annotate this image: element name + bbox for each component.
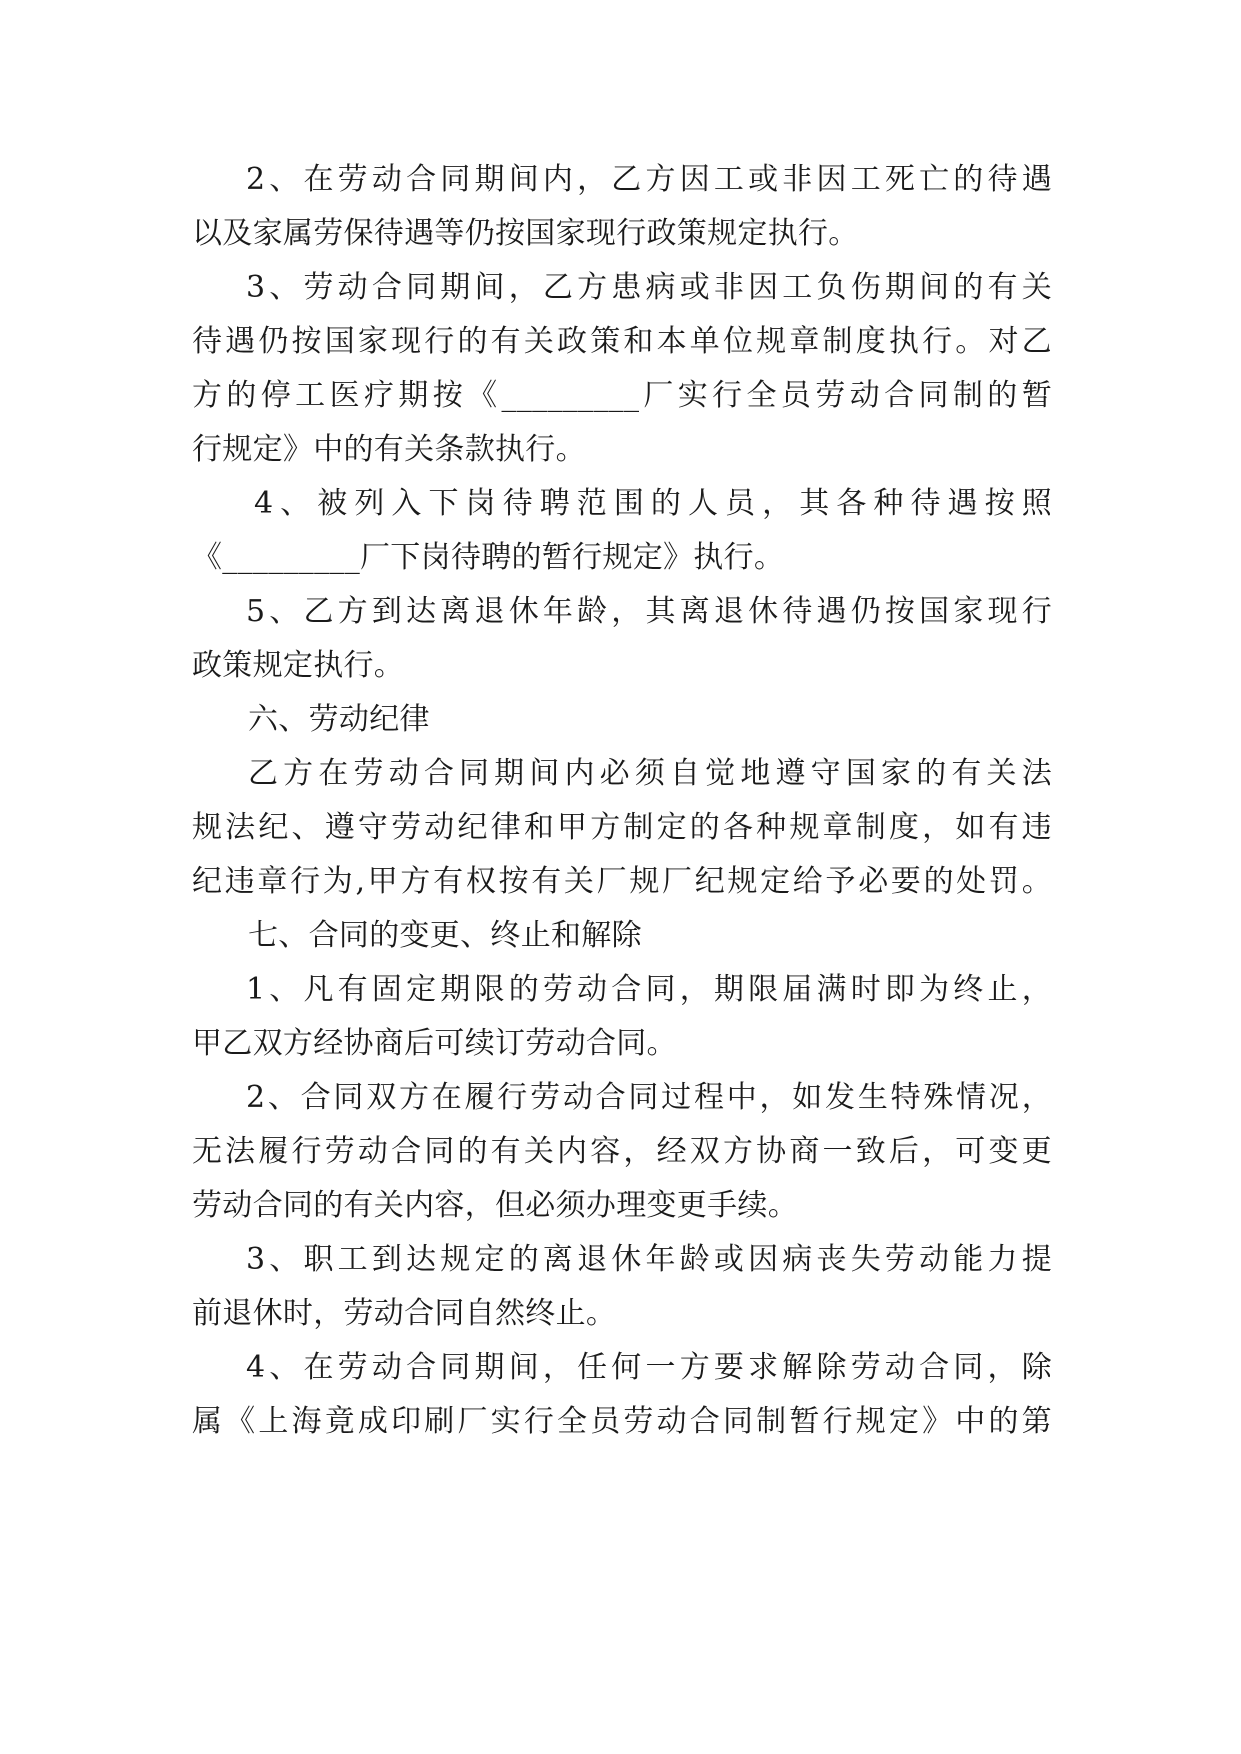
text-line: 2、合同双方在履行劳动合同过程中，如发生特殊情况， (246, 1080, 1052, 1115)
section-heading: 七、合同的变更、终止和解除 (248, 918, 642, 953)
text-line: 甲乙双方经协商后可续订劳动合同。 (192, 1026, 677, 1061)
text-line: 方的停工医疗期按《_________厂实行全员劳动合同制的暂 (192, 378, 1052, 413)
text-line: 纪违章行为,甲方有权按有关厂规厂纪规定给予必要的处罚。 (192, 864, 1052, 899)
text-line: 2、在劳动合同期间内，乙方因工或非因工死亡的待遇 (246, 162, 1052, 197)
text-line: 无法履行劳动合同的有关内容，经双方协商一致后，可变更 (192, 1134, 1052, 1169)
text-line: 乙方在劳动合同期间内必须自觉地遵守国家的有关法 (248, 756, 1052, 791)
text-line: 3、职工到达规定的离退休年龄或因病丧失劳动能力提 (246, 1242, 1052, 1277)
text-line: 行规定》中的有关条款执行。 (192, 432, 586, 467)
text-line: 规法纪、遵守劳动纪律和甲方制定的各种规章制度，如有违 (192, 810, 1052, 845)
text-line: 4、在劳动合同期间，任何一方要求解除劳动合同，除 (246, 1350, 1052, 1385)
text-line: 《_________厂下岗待聘的暂行规定》执行。 (192, 540, 785, 575)
section-heading: 六、劳动纪律 (248, 702, 430, 737)
text-line: 待遇仍按国家现行的有关政策和本单位规章制度执行。对乙 (192, 324, 1052, 359)
text-line: 5、乙方到达离退休年龄，其离退休待遇仍按国家现行 (246, 594, 1052, 629)
text-line: 以及家属劳保待遇等仍按国家现行政策规定执行。 (192, 216, 859, 251)
text-line: 3、劳动合同期间，乙方患病或非因工负伤期间的有关 (246, 270, 1052, 305)
text-line: 1、凡有固定期限的劳动合同，期限届满时即为终止， (246, 972, 1052, 1007)
text-line: 劳动合同的有关内容，但必须办理变更手续。 (192, 1188, 798, 1223)
text-line: 4、被列入下岗待聘范围的人员，其各种待遇按照 (254, 486, 1052, 521)
text-line: 政策规定执行。 (192, 648, 405, 683)
text-line: 前退休时，劳动合同自然终止。 (192, 1296, 617, 1331)
text-line: 属《上海竟成印刷厂实行全员劳动合同制暂行规定》中的第 (192, 1404, 1052, 1439)
